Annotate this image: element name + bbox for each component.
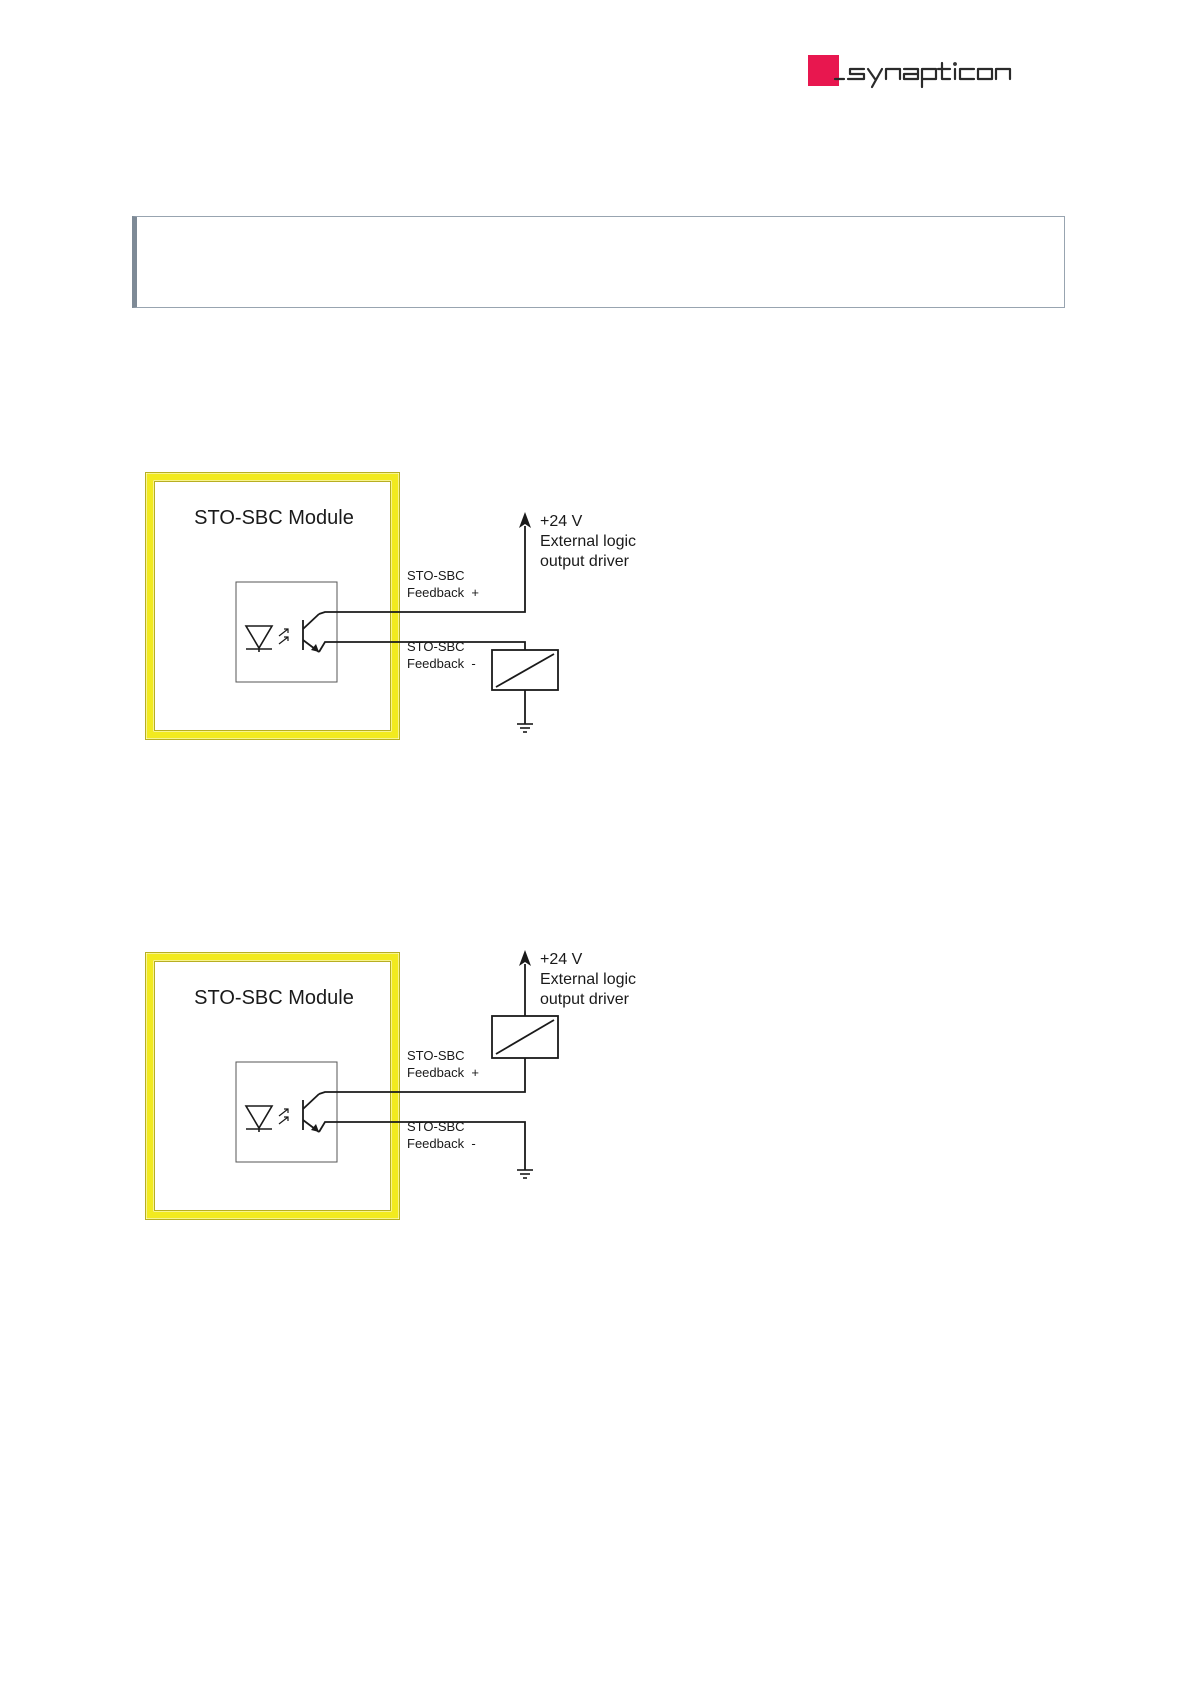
- feedback-minus-label-line1: STO-SBC: [407, 639, 465, 654]
- wiring-diagram-low-side: [140, 468, 700, 748]
- driver-label-line1: External logic: [540, 971, 637, 988]
- ground-icon: [517, 1170, 533, 1178]
- wiring: [319, 526, 525, 724]
- synapticon-logo: [808, 55, 1070, 89]
- feedback-plus-label-line1: STO-SBC: [407, 1048, 465, 1063]
- module-label: STO-SBC Module: [194, 987, 354, 1009]
- supply-arrow-icon: [519, 950, 531, 966]
- module-label: STO-SBC Module: [194, 507, 354, 529]
- logo-wordmark: [808, 55, 1070, 89]
- supply-label: +24 V: [540, 513, 583, 530]
- ground-icon: [517, 724, 533, 732]
- supply-arrow-icon: [519, 512, 531, 528]
- wiring-diagram-svg: [140, 948, 700, 1228]
- wiring-diagram-svg: [140, 468, 700, 748]
- feedback-plus-label-line2: Feedback +: [407, 585, 479, 600]
- wiring-diagram-high-side: [140, 948, 700, 1228]
- feedback-plus-label-line2: Feedback +: [407, 1065, 479, 1080]
- relay-coil-icon: [492, 1016, 558, 1058]
- driver-label-line2: output driver: [540, 553, 629, 570]
- feedback-minus-label-line1: STO-SBC: [407, 1119, 465, 1134]
- relay-coil-icon: [492, 650, 558, 690]
- driver-label-line2: output driver: [540, 991, 629, 1008]
- feedback-minus-label-line2: Feedback -: [407, 1136, 476, 1151]
- note-box: [132, 216, 1065, 308]
- feedback-plus-label-line1: STO-SBC: [407, 568, 465, 583]
- optocoupler-box: [236, 582, 337, 682]
- optocoupler-box: [236, 1062, 337, 1162]
- feedback-minus-label-line2: Feedback -: [407, 656, 476, 671]
- driver-label-line1: External logic: [540, 533, 637, 550]
- supply-label: +24 V: [540, 951, 583, 968]
